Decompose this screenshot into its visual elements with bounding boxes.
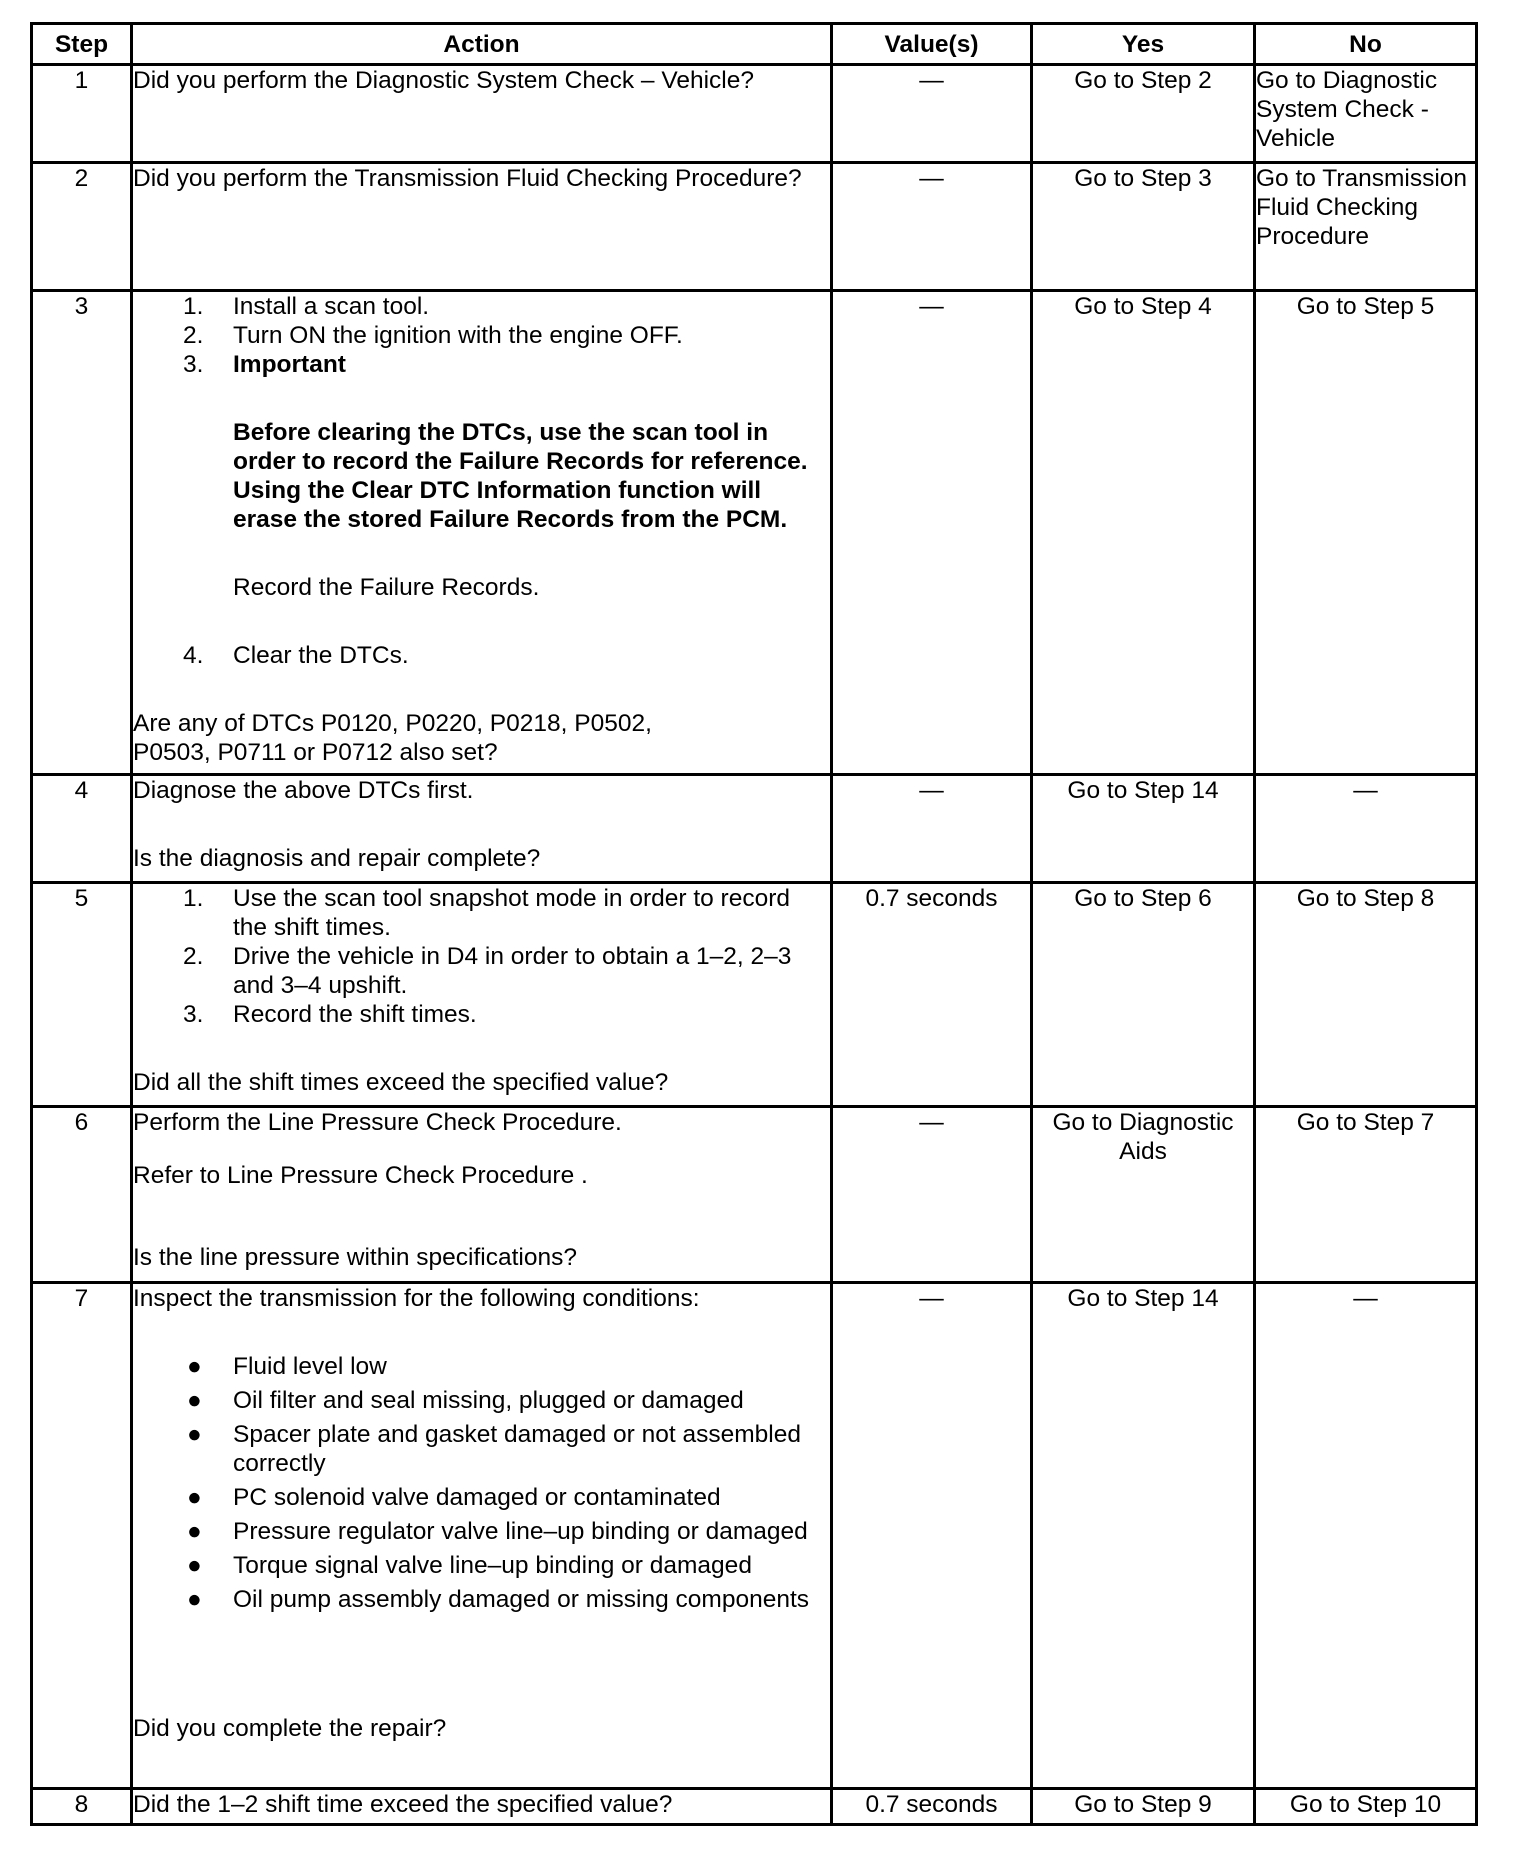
step-number: 7: [32, 1283, 132, 1789]
list-number: 4.: [183, 642, 204, 669]
no-cell: Go to Step 7: [1255, 1107, 1477, 1283]
list-item-text: Oil pump assembly damaged or missing components: [233, 1586, 810, 1613]
table-row: [32, 65, 1477, 163]
list-item-text: Spacer plate and gasket damaged or not assembled correctly: [233, 1421, 801, 1477]
list-item: [133, 1483, 830, 1512]
question-text: Are any of DTCs P0120, P0220, P0218, P0502, P0503, P0711 or P0712 also set?: [133, 710, 652, 766]
bullet-icon: ●: [187, 1484, 202, 1511]
no-cell: Go to Diagnostic System Check - Vehicle: [1255, 65, 1477, 163]
bullet-icon: ●: [187, 1387, 202, 1414]
table-row: [32, 1789, 1477, 1825]
value-cell: —: [832, 1283, 1032, 1789]
list-item: [133, 884, 830, 942]
important-note: Before clearing the DTCs, use the scan tool in order to record the Failure Records for reference. Using the Clear DTC Information function will erase the stored Failure Records from the PCM.: [233, 419, 808, 533]
yes-cell: Go to Step 3: [1032, 163, 1255, 291]
list-item: [133, 1386, 830, 1415]
numbered-list: [133, 292, 830, 670]
list-number: 3.: [183, 1001, 204, 1028]
action-text: Did you perform the Transmission Fluid Checking Procedure?: [132, 163, 832, 291]
list-item: [133, 1000, 830, 1029]
yes-cell: Go to Step 4: [1032, 291, 1255, 775]
header-no: No: [1255, 24, 1477, 65]
header-yes: Yes: [1032, 24, 1255, 65]
yes-cell: Go to Step 9: [1032, 1789, 1255, 1825]
list-item-text: PC solenoid valve damaged or contaminated: [233, 1484, 721, 1511]
list-number: 1.: [183, 885, 204, 912]
table-row: [32, 883, 1477, 1107]
no-cell: Go to Step 10: [1255, 1789, 1477, 1825]
action-cell: [132, 291, 832, 775]
list-item: [133, 350, 830, 602]
bullet-icon: ●: [187, 1518, 202, 1545]
list-item: [133, 321, 830, 350]
no-cell: —: [1255, 775, 1477, 883]
action-cell: [132, 1107, 832, 1283]
list-item-text: Turn ON the ignition with the engine OFF.: [233, 322, 683, 349]
list-item: [133, 1551, 830, 1580]
step-number: 5: [32, 883, 132, 1107]
question-text: Is the diagnosis and repair complete?: [133, 845, 541, 872]
list-item-text: Fluid level low: [233, 1353, 387, 1380]
list-item-text: Record the shift times.: [233, 1001, 477, 1028]
action-text: Perform the Line Pressure Check Procedure.: [133, 1109, 622, 1136]
question-text: Did you complete the repair?: [133, 1715, 447, 1742]
yes-cell: Go to Step 2: [1032, 65, 1255, 163]
table-row: [32, 291, 1477, 775]
table-row: [32, 775, 1477, 883]
list-item: [133, 641, 830, 670]
step-number: 4: [32, 775, 132, 883]
numbered-list: [133, 884, 830, 1029]
question-text: Is the line pressure within specifications?: [133, 1244, 577, 1271]
list-number: 3.: [183, 351, 204, 378]
value-cell: —: [832, 291, 1032, 775]
no-cell: Go to Transmission Fluid Checking Procedure: [1255, 163, 1477, 291]
step-number: 1: [32, 65, 132, 163]
value-cell: —: [832, 775, 1032, 883]
value-cell: 0.7 seconds: [832, 883, 1032, 1107]
list-item-text: Pressure regulator valve line–up binding or damaged: [233, 1518, 808, 1545]
yes-cell: Go to Step 14: [1032, 775, 1255, 883]
list-item: [133, 942, 830, 1000]
no-cell: —: [1255, 1283, 1477, 1789]
list-item-text: Oil filter and seal missing, plugged or damaged: [233, 1387, 744, 1414]
list-item: [133, 1517, 830, 1546]
list-item-text: Drive the vehicle in D4 in order to obtain a 1–2, 2–3 and 3–4 upshift.: [233, 943, 792, 999]
no-cell: Go to Step 5: [1255, 291, 1477, 775]
bullet-list: [133, 1352, 830, 1614]
value-cell: —: [832, 163, 1032, 291]
yes-cell: Go to Step 6: [1032, 883, 1255, 1107]
list-number: 1.: [183, 293, 204, 320]
list-number: 2.: [183, 943, 204, 970]
bullet-icon: ●: [187, 1353, 202, 1380]
bullet-icon: ●: [187, 1421, 202, 1448]
list-item-text: Torque signal valve line–up binding or damaged: [233, 1552, 752, 1579]
list-item: [133, 292, 830, 321]
yes-cell: Go to Diagnostic Aids: [1032, 1107, 1255, 1283]
diagnostic-table: [30, 22, 1478, 1826]
action-text: Diagnose the above DTCs first.: [133, 777, 474, 804]
bullet-icon: ●: [187, 1586, 202, 1613]
table-row: [32, 1107, 1477, 1283]
table-row: [32, 163, 1477, 291]
record-instruction: Record the Failure Records.: [233, 574, 540, 601]
step-number: 8: [32, 1789, 132, 1825]
bullet-icon: ●: [187, 1552, 202, 1579]
action-text: Did you perform the Diagnostic System Check – Vehicle?: [132, 65, 832, 163]
header-step: Step: [32, 24, 132, 65]
action-cell: [132, 775, 832, 883]
refer-text: Refer to Line Pressure Check Procedure .: [133, 1162, 588, 1189]
step-number: 6: [32, 1107, 132, 1283]
yes-cell: Go to Step 14: [1032, 1283, 1255, 1789]
action-cell: [132, 883, 832, 1107]
list-number: 2.: [183, 322, 204, 349]
list-item-text: Install a scan tool.: [233, 293, 430, 320]
value-cell: —: [832, 1107, 1032, 1283]
list-item: [133, 1352, 830, 1381]
list-item-text: Clear the DTCs.: [233, 642, 409, 669]
action-text: Did the 1–2 shift time exceed the specified value?: [132, 1789, 832, 1825]
step-number: 3: [32, 291, 132, 775]
value-cell: —: [832, 65, 1032, 163]
value-cell: 0.7 seconds: [832, 1789, 1032, 1825]
header-row: [32, 24, 1477, 65]
header-values: Value(s): [832, 24, 1032, 65]
question-text: Did all the shift times exceed the specified value?: [133, 1069, 669, 1096]
no-cell: Go to Step 8: [1255, 883, 1477, 1107]
action-text: Inspect the transmission for the following conditions:: [133, 1285, 700, 1312]
list-item-text: Use the scan tool snapshot mode in order to record the shift times.: [233, 885, 791, 941]
step-number: 2: [32, 163, 132, 291]
list-item: [133, 1585, 830, 1614]
table-row: [32, 1283, 1477, 1789]
important-label: Important: [233, 351, 346, 378]
header-action: Action: [132, 24, 832, 65]
list-item: [133, 1420, 830, 1478]
action-cell: [132, 1283, 832, 1789]
